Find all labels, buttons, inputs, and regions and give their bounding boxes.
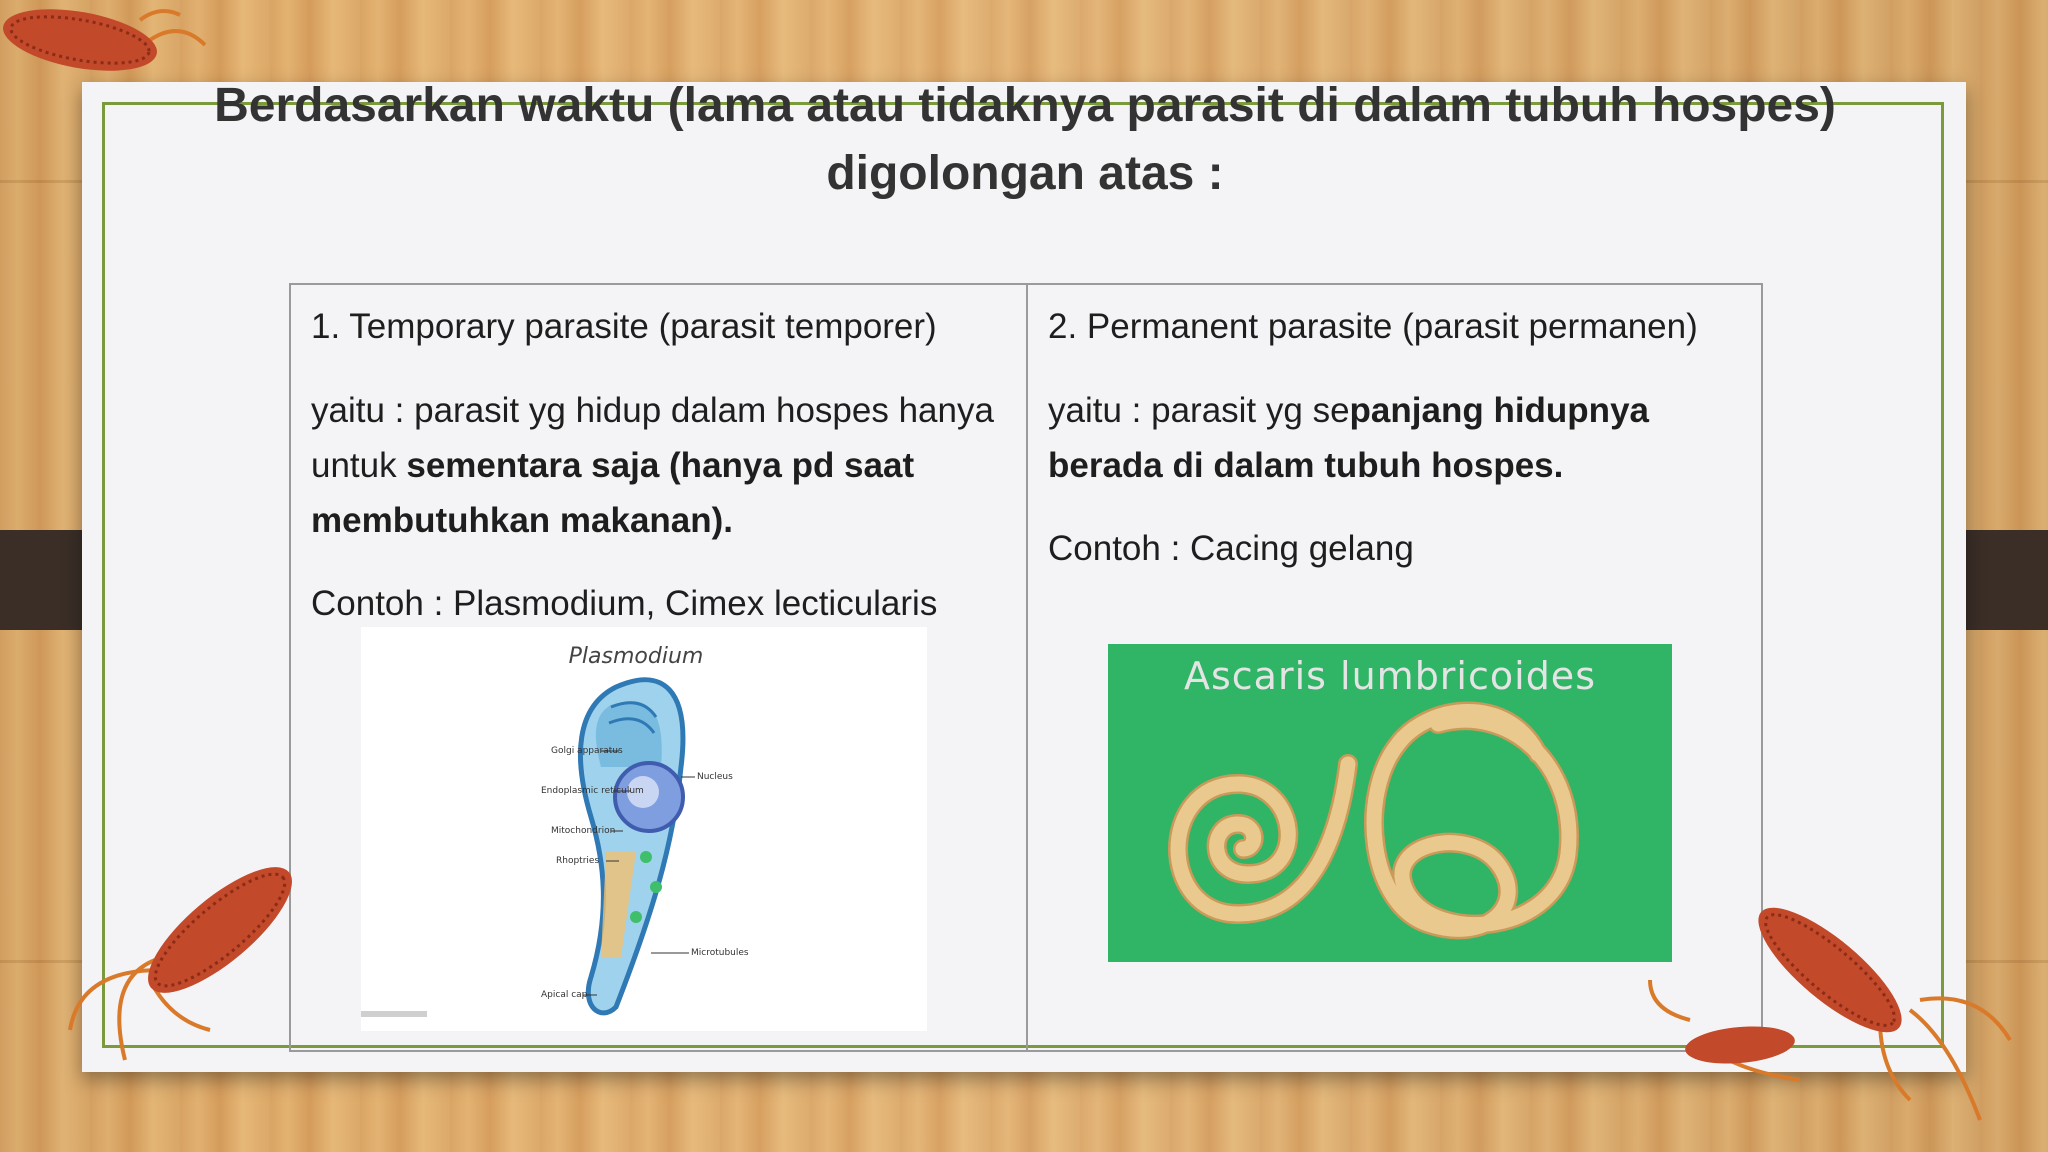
description-bold-text: panjang hidupnya berada di dalam tubuh hospes. [1048,391,1649,485]
column-temporary [291,285,1028,1050]
content-table [289,283,1763,1052]
plasmodium-diagram [361,627,927,1031]
label-rhoptries: Rhoptries [556,856,600,866]
description-text: yaitu : parasit yg se [1048,391,1350,430]
ascaris-photo-label: Ascaris lumbricoides [1184,654,1596,698]
column-heading: 1. Temporary parasite (parasit temporer) [311,307,937,346]
bacterium-icon [0,0,220,100]
label-golgi: Golgi apparatus [551,746,623,756]
bacterium-icon [1730,900,2030,1140]
worm-body [1178,712,1569,930]
label-mitochondrion: Mitochondrion [551,826,616,836]
description-text: yaitu : parasit yg hidup dalam hospes hanya untuk [311,391,994,485]
plasmodium-title: Plasmodium [568,644,704,669]
organelle-dot [630,911,642,923]
label-microtubules: Microtubules [691,948,749,958]
label-er: Endoplasmic reticulum [541,786,644,796]
ascaris-photo [1108,644,1672,962]
column-example: Contoh : Plasmodium, Cimex lecticularis [311,584,938,623]
description-bold-text: sementara saja (hanya pd saat membutuhkan makanan). [311,446,915,540]
column-heading: 2. Permanent parasite (parasit permanen) [1048,307,1698,346]
column-description [1048,383,1743,493]
organelle-dot [650,881,662,893]
slide-title [150,72,1900,208]
title-line-2: digolongan atas : [826,147,1224,200]
organelle-dot [640,851,652,863]
label-nucleus: Nucleus [697,772,733,782]
title-line-1: Berdasarkan waktu (lama atau tidaknya parasit di dalam tubuh hospes) [214,79,1836,132]
label-apical-cap: Apical cap [541,990,588,1000]
column-example: Contoh : Cacing gelang [1048,529,1414,568]
watermark-bar [361,1011,427,1017]
column-description [311,383,1008,548]
bacterium-icon [60,840,320,1070]
